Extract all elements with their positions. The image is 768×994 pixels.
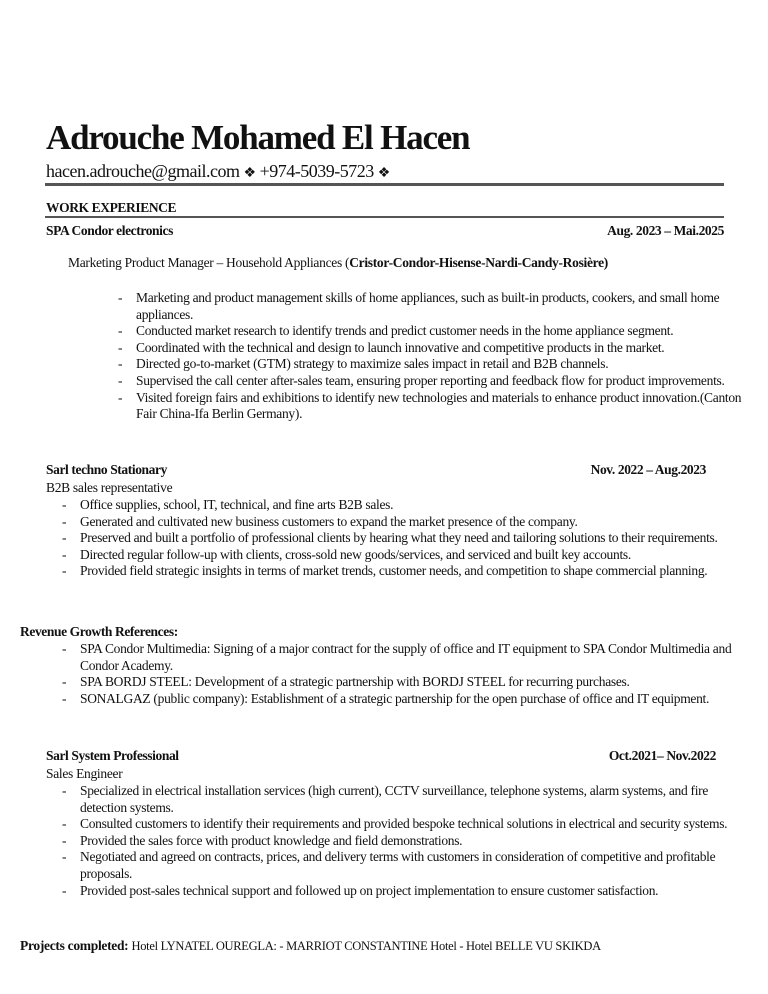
projects-label: Projects completed: — [20, 938, 129, 953]
list-item — [118, 290, 748, 323]
phone: +974-5039-5723 — [259, 161, 374, 181]
job-dates: Aug. 2023 – Mai.2025 — [607, 223, 724, 238]
list-item — [118, 373, 748, 390]
bullet: - — [62, 563, 67, 579]
list-item — [62, 674, 752, 691]
bullet-text: Specialized in electrical installation services (high current), CCTV surveillance, telephone systems, alarm systems, and fire detection systems. — [80, 783, 709, 815]
bullet: - — [118, 372, 123, 388]
list-item — [62, 816, 752, 833]
bullet: - — [62, 546, 67, 562]
bullet: - — [118, 339, 123, 355]
bullet: - — [62, 641, 67, 656]
revenue-bullets — [62, 641, 752, 707]
bullet-text: Generated and cultivated new business customers to expand the market presence of the company. — [80, 513, 578, 529]
bullet-text: Preserved and built a portfolio of professional clients by hearing what they need and tailoring solutions to their requirements. — [80, 530, 718, 546]
role-text: Marketing Product Manager – Household Appliances ( — [68, 255, 350, 270]
diamond-icon: ❖ — [377, 166, 390, 181]
list-item — [62, 833, 752, 850]
bullet: - — [62, 497, 67, 512]
bullet: - — [62, 816, 67, 832]
job-bullets — [62, 783, 752, 899]
job-dates: Nov. 2022 – Aug.2023 — [590, 462, 706, 477]
job-bullets — [62, 497, 752, 580]
bullet: - — [62, 849, 67, 865]
bullet-text: Directed regular follow-up with clients, cross-sold new goods/services, and serviced and built key accounts. — [80, 546, 631, 562]
list-item — [118, 323, 748, 340]
company-name: SPA Condor electronics — [46, 223, 173, 238]
list-item — [62, 883, 752, 900]
bullet-text: Negotiated and agreed on contracts, prices, and delivery terms with customers in consideration of competitive and profitable proposals. — [80, 849, 716, 881]
bullet-text: SONALGAZ (public company): Establishment of a strategic partnership for the open purchase of office and IT equipment. — [80, 690, 710, 706]
bullet-text: Visited foreign fairs and exhibitions to identify new technologies and materials to enhance product innovation.(Canton Fair China-Ifa Berlin Germany). — [136, 389, 742, 422]
job-role: B2B sales representative — [46, 480, 173, 495]
bullet: - — [118, 389, 123, 405]
bullet: - — [62, 832, 67, 848]
company-name: Sarl techno Stationary — [46, 462, 167, 477]
bullet-text: Coordinated with the technical and design to launch innovative and competitive products in the market. — [136, 339, 665, 355]
list-item — [62, 783, 752, 816]
list-item — [62, 530, 752, 547]
candidate-name: Adrouche Mohamed El Hacen — [46, 118, 470, 157]
job-dates: Oct.2021– Nov.2022 — [608, 748, 716, 763]
list-item — [118, 390, 748, 423]
list-item — [118, 356, 748, 373]
bullet: - — [118, 356, 123, 372]
email[interactable]: hacen.adrouche@gmail.com — [46, 161, 240, 181]
bullet: - — [62, 690, 67, 706]
list-item — [118, 340, 748, 357]
bullet: - — [62, 530, 67, 546]
brands: Cristor-Condor-Hisense-Nardi-Candy-Rosière) — [349, 255, 609, 270]
bullet-text: Provided field strategic insights in terms of market trends, customer needs, and competition to shape commercial planning. — [80, 563, 708, 579]
bullet-text: Marketing and product management skills of home appliances, such as built-in products, cookers, and small home appliances. — [136, 290, 720, 322]
job-role: Sales Engineer — [46, 766, 123, 781]
bullet: - — [118, 323, 123, 339]
diamond-icon: ❖ — [243, 166, 256, 181]
bullet-text: Provided the sales force with product knowledge and field demonstrations. — [80, 832, 463, 848]
bullet-text: SPA Condor Multimedia: Signing of a major contract for the supply of office and IT equipment to SPA Condor Multimedia and Condor Academy. — [80, 641, 732, 673]
projects-line — [20, 938, 601, 955]
list-item — [62, 514, 752, 531]
bullet-text: Provided post-sales technical support and followed up on project implementation to ensure customer satisfaction. — [80, 882, 659, 898]
divider — [45, 183, 724, 186]
bullet: - — [62, 882, 67, 898]
contact-line — [46, 161, 390, 182]
list-item — [62, 641, 752, 674]
list-item — [62, 691, 752, 708]
bullet-text: Office supplies, school, IT, technical, and fine arts B2B sales. — [80, 497, 394, 512]
bullet-text: Consulted customers to identify their requirements and provided bespoke technical solutions in electrical and security systems. — [80, 816, 728, 832]
job-bullets — [118, 290, 748, 423]
bullet-text: Conducted market research to identify trends and predict customer needs in the home appliance segment. — [136, 323, 674, 339]
list-item — [62, 497, 752, 514]
bullet-text: SPA BORDJ STEEL: Development of a strategic partnership with BORDJ STEEL for recurring purchases. — [80, 674, 630, 690]
bullet: - — [62, 513, 67, 529]
bullet-text: Directed go-to-market (GTM) strategy to maximize sales impact in retail and B2B channels. — [136, 356, 609, 372]
job-role — [68, 255, 608, 272]
list-item — [62, 547, 752, 564]
projects-text: Hotel LYNATEL OUREGLA: - MARRIOT CONSTANTINE Hotel - Hotel BELLE VU SKIKDA — [131, 939, 601, 953]
list-item — [62, 849, 752, 882]
list-item — [62, 563, 752, 580]
bullet: - — [118, 290, 123, 305]
bullet: - — [62, 783, 67, 798]
section-title: WORK EXPERIENCE — [46, 200, 177, 215]
bullet: - — [62, 674, 67, 690]
divider — [45, 216, 724, 218]
bullet-text: Supervised the call center after-sales team, ensuring proper reporting and feedback flow for product improvements. — [136, 372, 725, 388]
company-name: Sarl System Professional — [46, 748, 179, 763]
revenue-title: Revenue Growth References: — [20, 624, 178, 639]
